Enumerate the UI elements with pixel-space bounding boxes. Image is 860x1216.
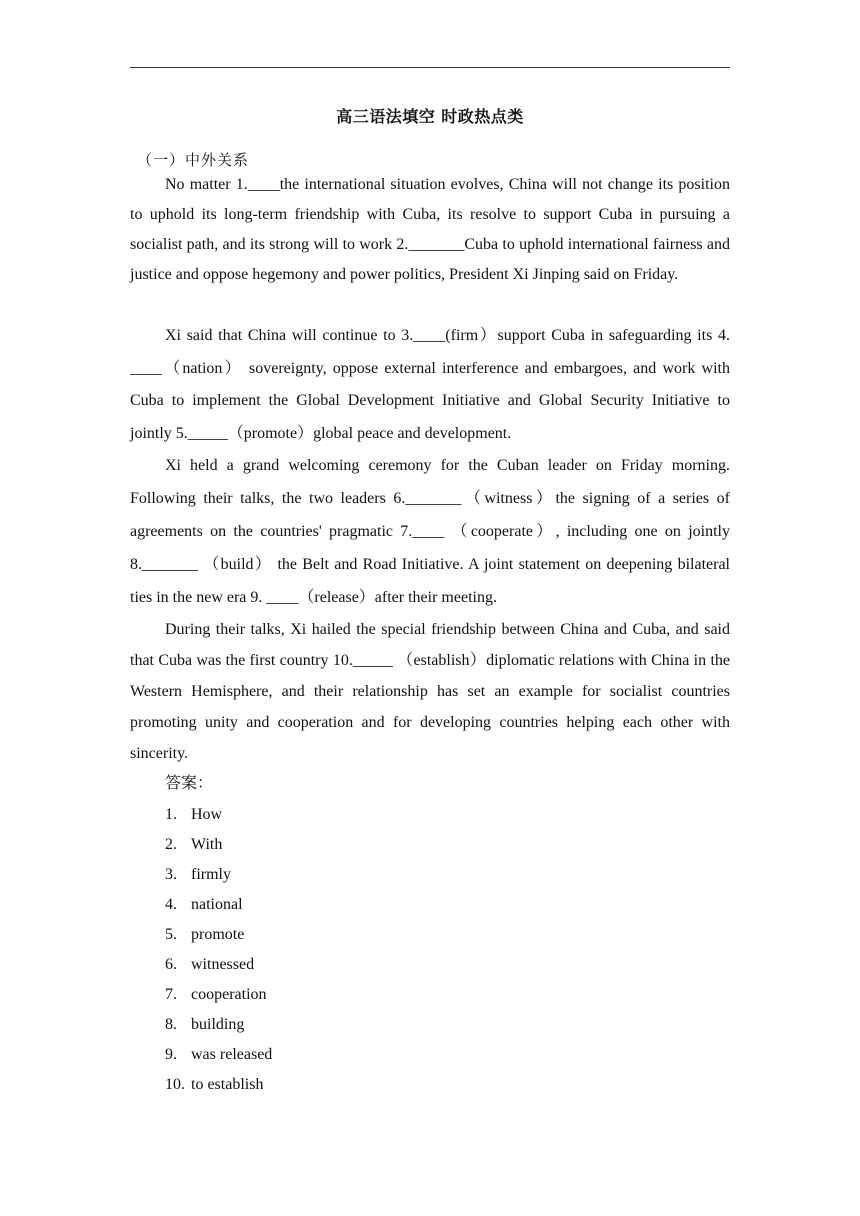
answer-text: With — [191, 836, 223, 853]
answer-item — [165, 980, 272, 1010]
answer-number: 4. — [165, 896, 177, 913]
answer-number: 9. — [165, 1046, 177, 1063]
answer-number: 8. — [165, 1016, 177, 1033]
answer-text: building — [191, 1016, 245, 1033]
answer-item — [165, 1010, 272, 1040]
answer-number: 2. — [165, 836, 177, 853]
answer-number: 10. — [165, 1076, 185, 1093]
answer-list — [165, 800, 272, 1100]
answer-text: How — [191, 806, 223, 823]
answer-item — [165, 920, 272, 950]
answer-text: to establish — [191, 1076, 264, 1093]
answer-item — [165, 950, 272, 980]
answer-item — [165, 890, 272, 920]
header-rule — [130, 67, 730, 68]
answer-text: was released — [191, 1046, 273, 1063]
answer-item — [165, 1070, 272, 1100]
answer-item — [165, 830, 272, 860]
passage-paragraph-1: No matter 1.____the international situation evolves, China will not change its position to uphold its long-term friendship with Cuba, its resolve to support Cuba in pursuing a socialist path, and its strong will to work 2._______Cuba to uphold international fairness and justice and oppose hegemony and power politics, President Xi Jinping said on Friday. — [130, 176, 730, 283]
answer-text: national — [191, 896, 243, 913]
passage-paragraph-2: Xi said that China will continue to 3.____(firm）support Cuba in safeguarding its 4. ____（nation） sovereignty, oppose external interference and embargoes, and work with Cuba to implement the Global Development Initiative and Global Security Initiative to jointly 5._____（promote）global peace and development. — [130, 327, 730, 442]
passage-paragraph-3: Xi held a grand welcoming ceremony for the Cuban leader on Friday morning. Following their talks, the two leaders 6._______（witness）the signing of a series of agreements on the countries' pragmatic 7.____ （cooperate）, including one on jointly 8._______ （build） the Belt and Road Initiative. A joint statement on deepening bilateral ties in the new era 9. ____（release）after their meeting. — [130, 457, 730, 606]
page-title: 高三语法填空 时政热点类 — [336, 107, 524, 126]
answer-text: promote — [191, 926, 245, 943]
answer-number: 3. — [165, 866, 177, 883]
answer-text: cooperation — [191, 986, 267, 1003]
answer-number: 5. — [165, 926, 177, 943]
answer-item — [165, 860, 272, 890]
answer-number: 1. — [165, 806, 177, 823]
answer-text: witnessed — [191, 956, 255, 973]
answer-number: 6. — [165, 956, 177, 973]
section-heading: （一）中外关系 — [137, 151, 250, 169]
answer-text: firmly — [191, 866, 231, 883]
answer-label: 答案： — [165, 773, 214, 792]
answer-item — [165, 1040, 272, 1070]
answer-number: 7. — [165, 986, 177, 1003]
passage-paragraph-4: During their talks, Xi hailed the special friendship between China and Cuba, and said that Cuba was the first country 10._____ （establish）diplomatic relations with China in the Western Hemisphere, and their relationship has set an example for socialist countries promoting unity and cooperation and for developing countries helping each other with sincerity. — [130, 621, 730, 762]
answer-item — [165, 800, 272, 830]
